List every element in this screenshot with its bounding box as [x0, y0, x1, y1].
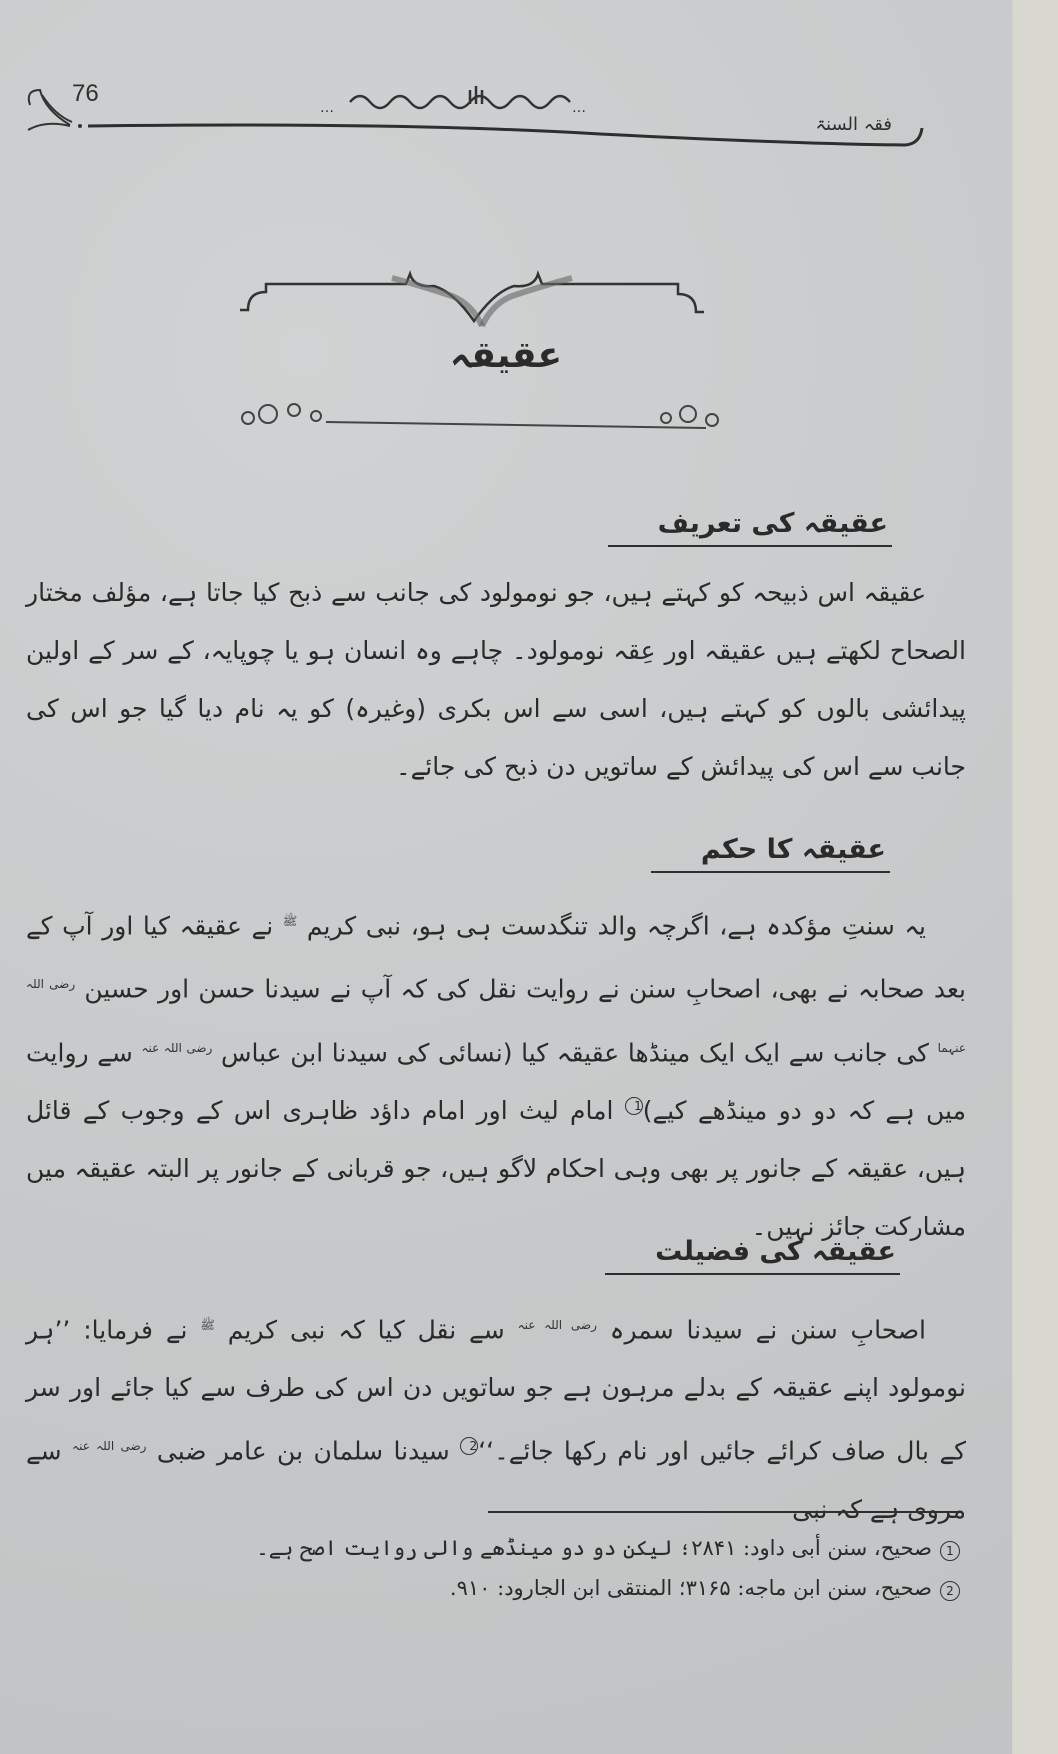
footnote-ref-1[interactable]: 1 — [625, 1097, 643, 1115]
footnote-number: 1 — [940, 1541, 960, 1561]
section-definition-text — [26, 564, 966, 796]
footnote-number: 2 — [940, 1581, 960, 1601]
definition-paragraph: عقیقہ اس ذبیحہ کو کہتے ہیں، جو نومولود کی جانب سے ذبح کیا جاتا ہے، مؤلف مختار الصحاح لکھتے ہیں عقیقہ اور عِقہ نومولود۔ چاہے وہ انسان ہو یا چوپایہ، کے سر کے اولین پیدائشی بالوں کو کہتے ہیں، اسی سے اس بکری (وغیرہ) کو یہ نام دیا گیا جو اس کی جانب سے اس کی پیدائش کے ساتویں دن ذبح کی جائے۔ — [26, 578, 966, 781]
book-title: فقہ السنۃ — [815, 114, 892, 135]
honorific-mark: رضی اللہ عنہ — [72, 1439, 147, 1454]
section-heading-ruling: عقیقہ کا حکم — [651, 834, 890, 873]
header-rule-ornament — [0, 60, 1012, 160]
running-head — [0, 60, 1012, 160]
leaf-flourish-icon — [28, 90, 72, 130]
section-ruling-text — [26, 892, 966, 1256]
svg-text:…: … — [572, 100, 586, 116]
section-heading-definition: عقیقہ کی تعریف — [608, 508, 892, 547]
section-virtue-text — [26, 1296, 966, 1539]
honorific-mark: ﷺ — [200, 1318, 215, 1332]
svg-text:…: … — [320, 100, 334, 116]
honorific-mark: رضی اللہ عنہما — [26, 977, 967, 1055]
page-number: 76 — [72, 80, 99, 107]
footnotes — [180, 1530, 960, 1610]
footnote-2: 2صحیح، سنن ابن ماجه: ۳۱۶۵؛ المنتقی ابن الجارود: ۹۱۰. — [180, 1570, 960, 1606]
footnote-divider — [488, 1511, 962, 1513]
bottom-scroll-ornament-icon — [242, 404, 718, 428]
section-heading-virtue: عقیقہ کی فضیلت — [605, 1236, 900, 1275]
footnote-1: 1صحیح، سنن أبی داود: ۲۸۴۱؛ لیکن دو دو مینڈھے والی روایت اصح ہے۔ — [180, 1530, 960, 1566]
honorific-mark: رضی اللہ عنہ — [141, 1040, 213, 1055]
honorific-mark: ﷺ — [282, 914, 298, 928]
scroll-ornament-icon — [320, 86, 586, 116]
honorific-mark: رضی اللہ عنہ — [517, 1318, 597, 1332]
chapter-title: عقیقہ — [449, 335, 563, 376]
virtue-paragraph: اصحابِ سنن نے سیدنا سمرہ $^{رضی اللہ عنہ}$ سے نقل کیا کہ نبی کریم $^ﷺ$ نے فرمایا: ’’ہر نومولود اپنے عقیقہ کے بدلے مرہون ہے جو ساتویں دن اس کی طرف سے کیا جائے اور سر کے بال صاف کرائے جائیں اور نام رکھا جائے۔‘‘2 سیدنا سلمان بن عامر ضبی $^{رضی اللہ عنہ}$ سے مروی ہے کہ نبی — [26, 1315, 966, 1524]
ruling-paragraph: یہ سنتِ مؤکدہ ہے، اگرچہ والد تنگدست ہی ہو، نبی کریم $^ﷺ$ نے عقیقہ کیا اور آپ کے بعد صحابہ نے بھی، اصحابِ سنن نے روایت نقل کی کہ آپ نے سیدنا حسن اور حسین $^{رضی اللہ عنہما}$ کی جانب سے ایک ایک مینڈھا عقیقہ کیا (نسائی کی سیدنا ابن عباس $^{رضی اللہ عنہ}$ سے روایت میں ہے کہ دو دو مینڈھے کیے)1 امام لیث اور امام داؤد ظاہری اس کے وجوب کے قائل ہیں، عقیقہ کے جانور پر بھی وہی احکام لاگو ہیں، جو قربانی کے جانور پر البتہ عقیقہ میں مشارکت جائز نہیں۔ — [26, 911, 967, 1241]
footnote-ref-2[interactable]: 2 — [460, 1437, 478, 1455]
